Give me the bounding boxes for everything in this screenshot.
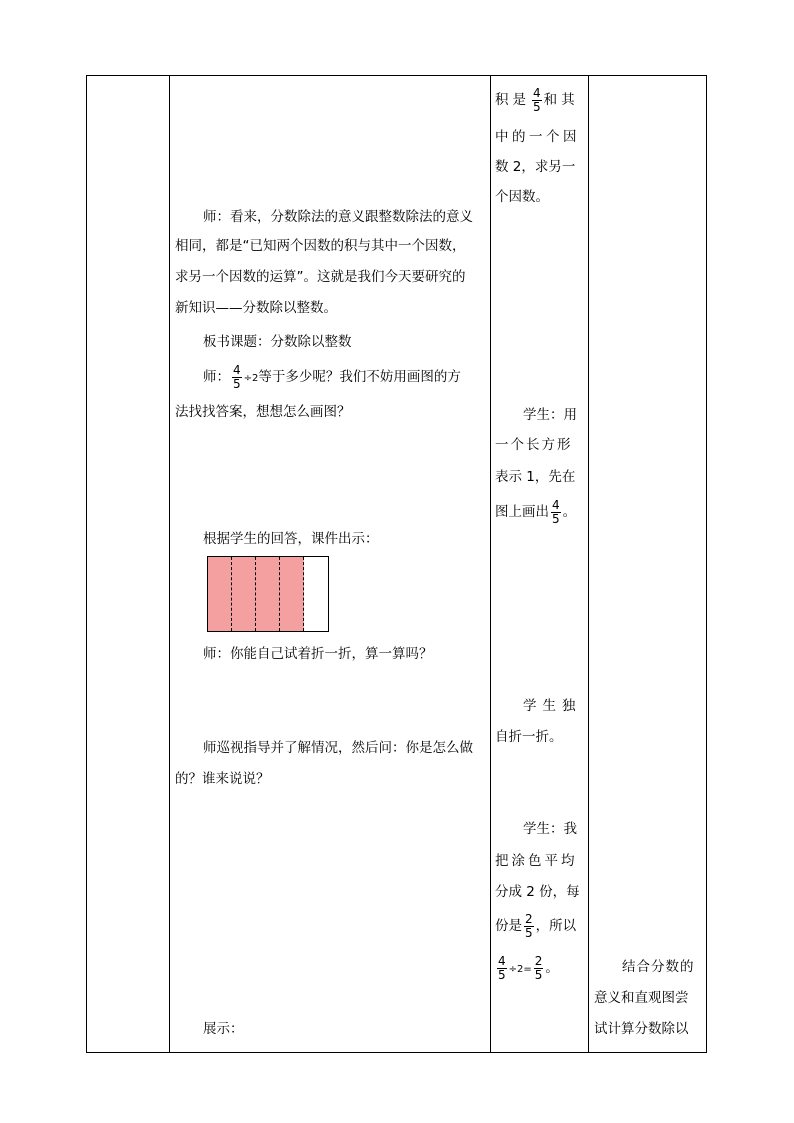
student-text-line: 积是 $\frac{4}{5}$ 和其 [495, 85, 579, 114]
teacher-prompt: 师：你能自己试着折一折，算一算吗？ [203, 646, 433, 662]
student-text-line: 把涂色平均 [495, 853, 578, 869]
courseware-note: 根据学生的回答，课件出示： [203, 531, 379, 547]
teacher-text-line: 的？谁来说说？ [175, 771, 270, 787]
display-label: 展示： [203, 1021, 244, 1037]
student-text-line: 表示 1，先在 [495, 469, 576, 485]
student-text-line: 中的一个因 [495, 129, 580, 145]
fraction: $\frac{4}{5}$ [552, 497, 560, 526]
student-text-line: 自折一折。 [495, 729, 563, 745]
lesson-topic: 板书课题：分数除以整数 [203, 334, 352, 350]
column-divider-3 [588, 76, 589, 1052]
student-text-line: 学生独 [523, 698, 582, 714]
teacher-text-line: 相同，都是“已知两个因数的积与其中一个因数， [175, 238, 466, 254]
teacher-text-line: 师巡视指导并了解情况，然后问：你是怎么做 [203, 740, 473, 756]
student-text-line: 分成 2 份，每 [495, 884, 580, 900]
student-equation: $\frac{4}{5}$ ÷2= $\frac{2}{5}$ 。 [498, 953, 559, 982]
shaded-part [232, 557, 256, 631]
column-divider-1 [169, 76, 170, 1052]
fraction: $\frac{4}{5}$ [498, 953, 506, 982]
shaded-part [208, 557, 232, 631]
design-intent-line: 结合分数的 [622, 959, 695, 975]
teacher-text-line: 师：看来，分数除法的意义跟整数除法的意义 [203, 209, 473, 225]
shaded-part [256, 557, 280, 631]
fraction-rectangle-diagram [207, 556, 329, 632]
design-intent-line: 意义和直观图尝 [594, 990, 689, 1006]
shaded-part [280, 557, 304, 631]
teacher-question-line: 师： $\frac{4}{5}$ ÷2等于多少呢？我们不妨用画图的方 [203, 362, 461, 391]
student-text-line: 学生：用 [523, 407, 577, 423]
teacher-text-line: 求另一个因数的运算”。这就是我们今天要研究的 [175, 269, 466, 285]
student-text-line: 个因数。 [495, 189, 549, 205]
design-intent-line: 试计算分数除以 [594, 1021, 689, 1037]
student-text-line: 数 2，求另一 [495, 159, 576, 175]
student-text-line: 份是 $\frac{2}{5}$ ，所以 [495, 911, 577, 940]
student-text-line: 图上画出 $\frac{4}{5}$ 。 [495, 497, 577, 526]
unshaded-part [304, 557, 328, 631]
fraction: $\frac{2}{5}$ [534, 953, 543, 982]
student-text-line: 学生：我 [523, 821, 577, 837]
column-divider-2 [490, 76, 491, 1052]
teacher-text-line: 新知识——分数除以整数。 [175, 300, 337, 316]
fraction: $\frac{4}{5}$ [533, 85, 541, 114]
fraction: $\frac{4}{5}$ [233, 362, 241, 391]
fraction: $\frac{2}{5}$ [525, 911, 533, 940]
student-text-line: 一个长方形 [495, 437, 573, 453]
teacher-question-line: 法找找答案，想想怎么画图？ [175, 404, 351, 420]
